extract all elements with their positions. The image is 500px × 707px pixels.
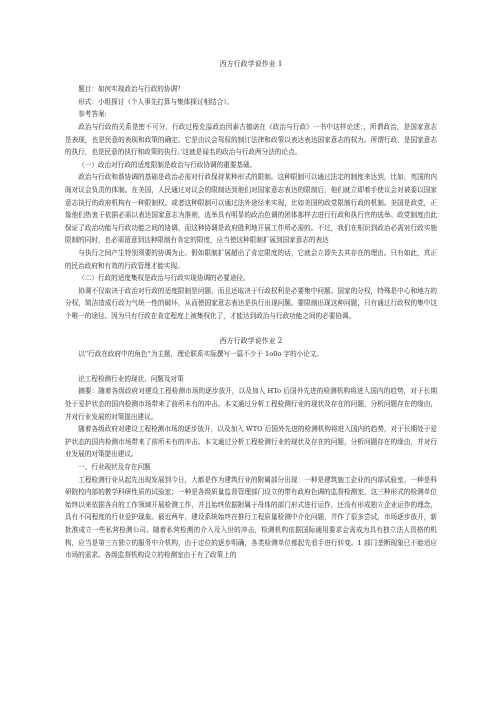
doc2-abstract: 摘要：随着各级政府对建设工程检测市场的逐步放开，以及加入 HTo 后国外先进的检测机构将进入国内的趋势，对于长期处于爱护状态的国内检测市场带来了前所未有的冲击。本文通过分析工程检测行业的现状及存在的问题，分析问题存在的缘由，并对行业发展的对策提出建议。 bbox=[65, 387, 437, 421]
doc1-section-heading: （一）政治对行政的适度限制是政治与行政协调的重要基础。 bbox=[78, 160, 257, 169]
doc2-essay-title: 论工程检测行业的现状、问题及对策 bbox=[78, 374, 184, 383]
doc1-title: 西方行政学说作业 1 bbox=[219, 60, 283, 68]
doc1-paragraph: 与执行之间产生特别须要的协调为止。假如限制扩展超出了肯定限度的话，它就会立即失去其存在的理由。只有如此，真正的民治政府和有效的行政管理才能实现。 bbox=[65, 248, 437, 270]
spacer bbox=[65, 71, 437, 84]
doc1-format: 形式：小组探讨（个人事先打算与集体探讨相结合）。 bbox=[78, 97, 234, 106]
document-content bbox=[65, 58, 437, 562]
spacer bbox=[65, 322, 437, 335]
doc2-paragraph: 工程检测行业从起先出现发展到今日，大都是作为建筑行业的附属部分出现：一种是建筑施工企业的内部试验室，一种是科研院校内部的教学科研性质的试验室；一种是各级质量监督管理部门设立的带有政府色调的监督检测室，这三种形式的检测单位始终以来依据各自的工作领域开展检测工作，并且始终依据附属于母体的部门形式进行运作，还没有形成独立企业运作的理念，具有不同程度的行业爱护现象。最近两年，建设系统始终在推行工程质量检测中介化问题，并作了很多尝试，市场逐步放开，新批准成立一些私营检测公司。随着私营检测的介入及入世的冲击，检测机构依据国际通用要求会需成为具有独立法人资格的机构，应当是第三方独立的服务中介机构，由于定位的逐步明确，各类检测单位都起先看手进行转变。1 部门垄断现象已不能适应市场的需求。各级监督机构设立的检测室由于有了政策上的 bbox=[65, 475, 437, 560]
doc2-section-heading: 一、行业现状及存在问题 bbox=[78, 463, 151, 471]
doc1-paragraph: 政治与行政的关系是密不可分，行政过程充溢政治因素古德诺在《政治与行政》一书中这样论述：，所谓政治，是国家意志是表现，也是民意的表现和政策的确定。它是由议会驾驭的制订法律和政策以表达表达国家意志的权力。所谓行政，是国家意志的执行，也是民意的执行和政策的执行。’这就是闻名的政治与行政两分法的论点。 bbox=[65, 122, 437, 157]
doc2-topic: 以“行政在政府中的角色”为主题，理论联系实际撰写一篇不少于 1o0o 字的小论文。 bbox=[78, 349, 324, 358]
doc1-reference-label: 参考答案: bbox=[78, 110, 107, 119]
doc1-section-heading: （二）行政的适度集权是政治与行政实现协调的必要途径。 bbox=[78, 274, 250, 283]
doc1-paragraph: 协调不仅取决于政治对行政的适度限制是问题，而且还取决于行政权利是必要集中问题。国家的分权，特殊是中心和地方的分权，简洁造成行政力气统一性的破坏，从而使国家意志表达是执行出现问题。要限制出现这种问题，只有通过行政权的集中这个唯一的途径。因为只有行政在肯定程度上被集权化了，才能达到政治与行政功能之间的必要协调。 bbox=[65, 286, 437, 320]
doc1-paragraph: 政治与行政和谐协调的基础是政治必需对行政保持某种形式的限制。这种限制可以通过法定的制度来达到，比如，英国的内阁对议会负责的体制。在美国，人民通过对议会的限制达到他们对国家意志表达的限制后，他们就立即着手使议会对被委以国家意志执行的政府机构有一种限制权。或者这种限制可以通过法外途径来实现，比如美国的政党限制行政的机制。美国是政党，正像他们热衷于依据必需以表达国家意志为准则，选举具有明显的政治色调的团体那样去进行行政和执行官的选举。政党制度由此保证了政治功能与行政功能之间的协调，而这种协调是政府胜利地开展工作所必需的。不过，我们在相识到政治必需对行政实施限制的同时，也必需留意到这种限制有肯定的限度，应当使这种限制扩展到国家意志的表达 bbox=[65, 173, 437, 245]
doc2-title: 西方行政学说作业 2 bbox=[219, 337, 283, 346]
doc1-topic: 题目：如何实现政治与行政的协调？ bbox=[78, 85, 184, 94]
doc2-paragraph: 随着各级政府对建设工程检测市场的逐步放开，以及加入 WTO 后国外先进的检测机构将进入国内的趋势，对于长期处于爱护状态的国内检测市场带来了前所未有的冲击。本文通过分析工程检测行业的现状及存在的问题，分析问题存在的缘由，并对行业发展的对策提出建议。 bbox=[65, 425, 437, 459]
spacer bbox=[65, 360, 437, 373]
